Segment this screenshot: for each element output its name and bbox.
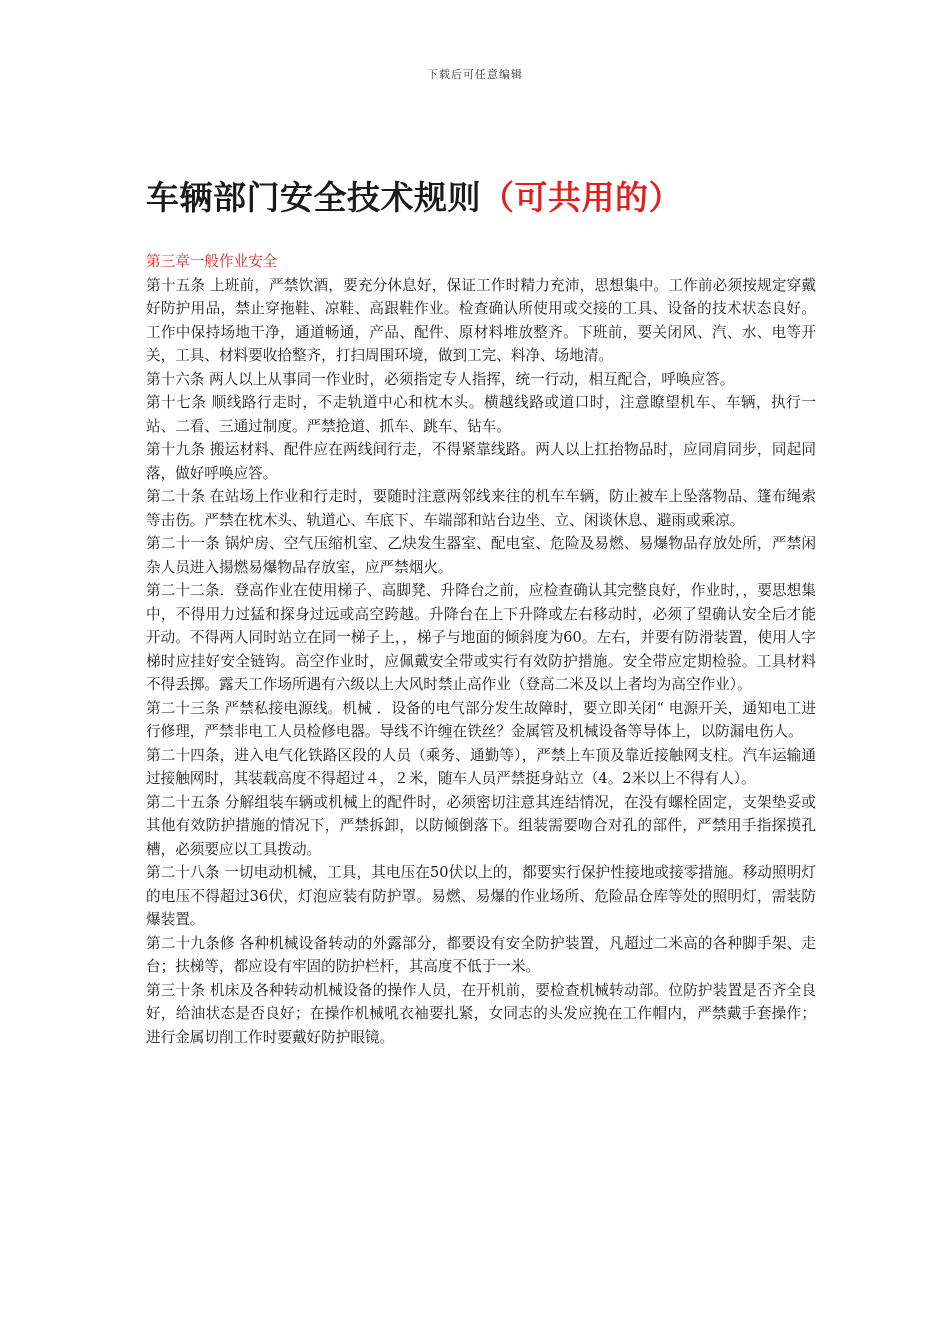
- section-heading: 第三章一般作业安全: [146, 253, 278, 270]
- title-main: 车辆部门安全技术规则: [146, 178, 481, 217]
- article-paragraph: 第十九条 搬运材料、配件应在两线间行走，不得紧靠线路。两人以上扛抬物品时，应同肩同步，同起同落，做好呼唤应答。: [146, 441, 816, 482]
- document-title: [146, 172, 682, 219]
- article-paragraph: 第十七条 顺线路行走时，不走轨道中心和枕木头。横越线路或道口时，注意瞭望机车、车辆，执行一站、二看、三通过制度。严禁抢道、抓车、跳车、钻车。: [146, 394, 816, 435]
- article-paragraph: 第二十一条 锅炉房、空气压缩机室、乙炔发生器室、配电室、危险及易燃、易爆物品存放处所，严禁闲杂人员进入揚燃易爆物品存放室，应严禁烟火。: [146, 535, 816, 576]
- article-paragraph: 第三十条 机床及各种转动机械设备的操作人员，在开机前，要检查机械转动部。位防护装置是否齐全良好，给油状态是否良好；在操作机械吼衣袖要扎紧，女同志的头发应挽在工作帽内，严禁戴手套操作；进行金属切削工作时要戴好防护眼镜。: [146, 981, 816, 1046]
- article-paragraph: 第二十九条修 各种机械设备转动的外露部分，都要设有安全防护装置，凡超过二米高的各种脚手架、走台；扶梯等，都应设有牢固的防护栏杆，其高度不低于一米。: [146, 934, 816, 975]
- article-paragraph: 第二十五条 分解组装车辆或机械上的配件时，必须密切注意其连结情况，在没有螺栓固定，支架垫妥或其他有效防护措施的情况下，严禁拆卸，以防倾倒落下。组装需要吻合对孔的部件，严禁用手指探摸孔槽，必须要应以工具拨动。: [146, 793, 816, 858]
- article-paragraph: 第二十二条．登高作业在使用梯子、高脚凳、升降台之前，应检查确认其完整良好，作业时，，要思想集中，不得用力过猛和探身过远或高空跨越。升降台在上下升降或左右移动时，必须了望确认安全后才能开动。不得两人同时站立在同一梯子上，，梯子与地面的倾斜度为60。左右，并要有防滑装置，使用人字梯时应挂好安全链钩。高空作业时，应佩戴安全带或实行有效防护措施。安全带应定期检验。工具材料不得丢掷。露天工作场所遇有六级以上大风时禁止高作业（登高二米及以上者均为高空作业）。: [146, 582, 816, 693]
- article-paragraph: 第二十条 在站场上作业和行走时，要随时注意两邻线来往的机车车辆，防止被车上坠落物品、篷布绳索等击伤。严禁在枕木头、轨道心、车底下、车端部和站台边坐、立、闲谈休息、避雨或乘凉。: [146, 488, 816, 529]
- page-header-note: 下载后可任意编辑: [427, 68, 523, 81]
- title-highlight: （可共用的）: [481, 178, 682, 217]
- document-body: [146, 250, 816, 1049]
- article-paragraph: 第二十三条 严禁私接电源线。机械 ．设备的电气部分发生故障时，要立即关闭“ 电源开关，通知电工进行修理，严禁非电工人员检修电器。导线不许缠在铁丝？金属管及机械设备等导体上，以防漏电伤人。: [146, 699, 816, 740]
- article-paragraph: 第十六条 两人以上从事同一作业时，必须指定专人指挥，统一行动，相互配合，呼唤应答。: [146, 370, 735, 388]
- article-paragraph: 第二十四条，进入电气化铁路区段的人员（乘务、通勤等），严禁上车顶及靠近接触网支柱。汽车运输通过接触网时，其装载高度不得超过４，２米，随车人员严禁挺身站立（4。2米以上不得有人）。: [146, 746, 816, 787]
- article-paragraph: 第十五条 上班前，严禁饮酒，要充分休息好，保证工作时精力充沛，思想集中。工作前必须按规定穿戴好防护用品，禁止穿拖鞋、凉鞋、高跟鞋作业。检查确认所使用或交接的工具、设备的技术状态良好。工作中保持场地干净，通道畅通，产品、配件、原材料堆放整齐。下班前，要关闭风、汽、水、电等开关，工具、材料要收拾整齐，打扫周围环境，做到工完、料净、场地清。: [146, 276, 816, 364]
- article-paragraph: 第二十八条 一切电动机械，工具，其电压在50伏以上的，都要实行保护性接地或接零措施。移动照明灯的电压不得超过36伏，灯泡应装有防护罩。易燃、易爆的作业场所、危险品仓库等处的照明灯，需装防爆装置。: [146, 864, 816, 928]
